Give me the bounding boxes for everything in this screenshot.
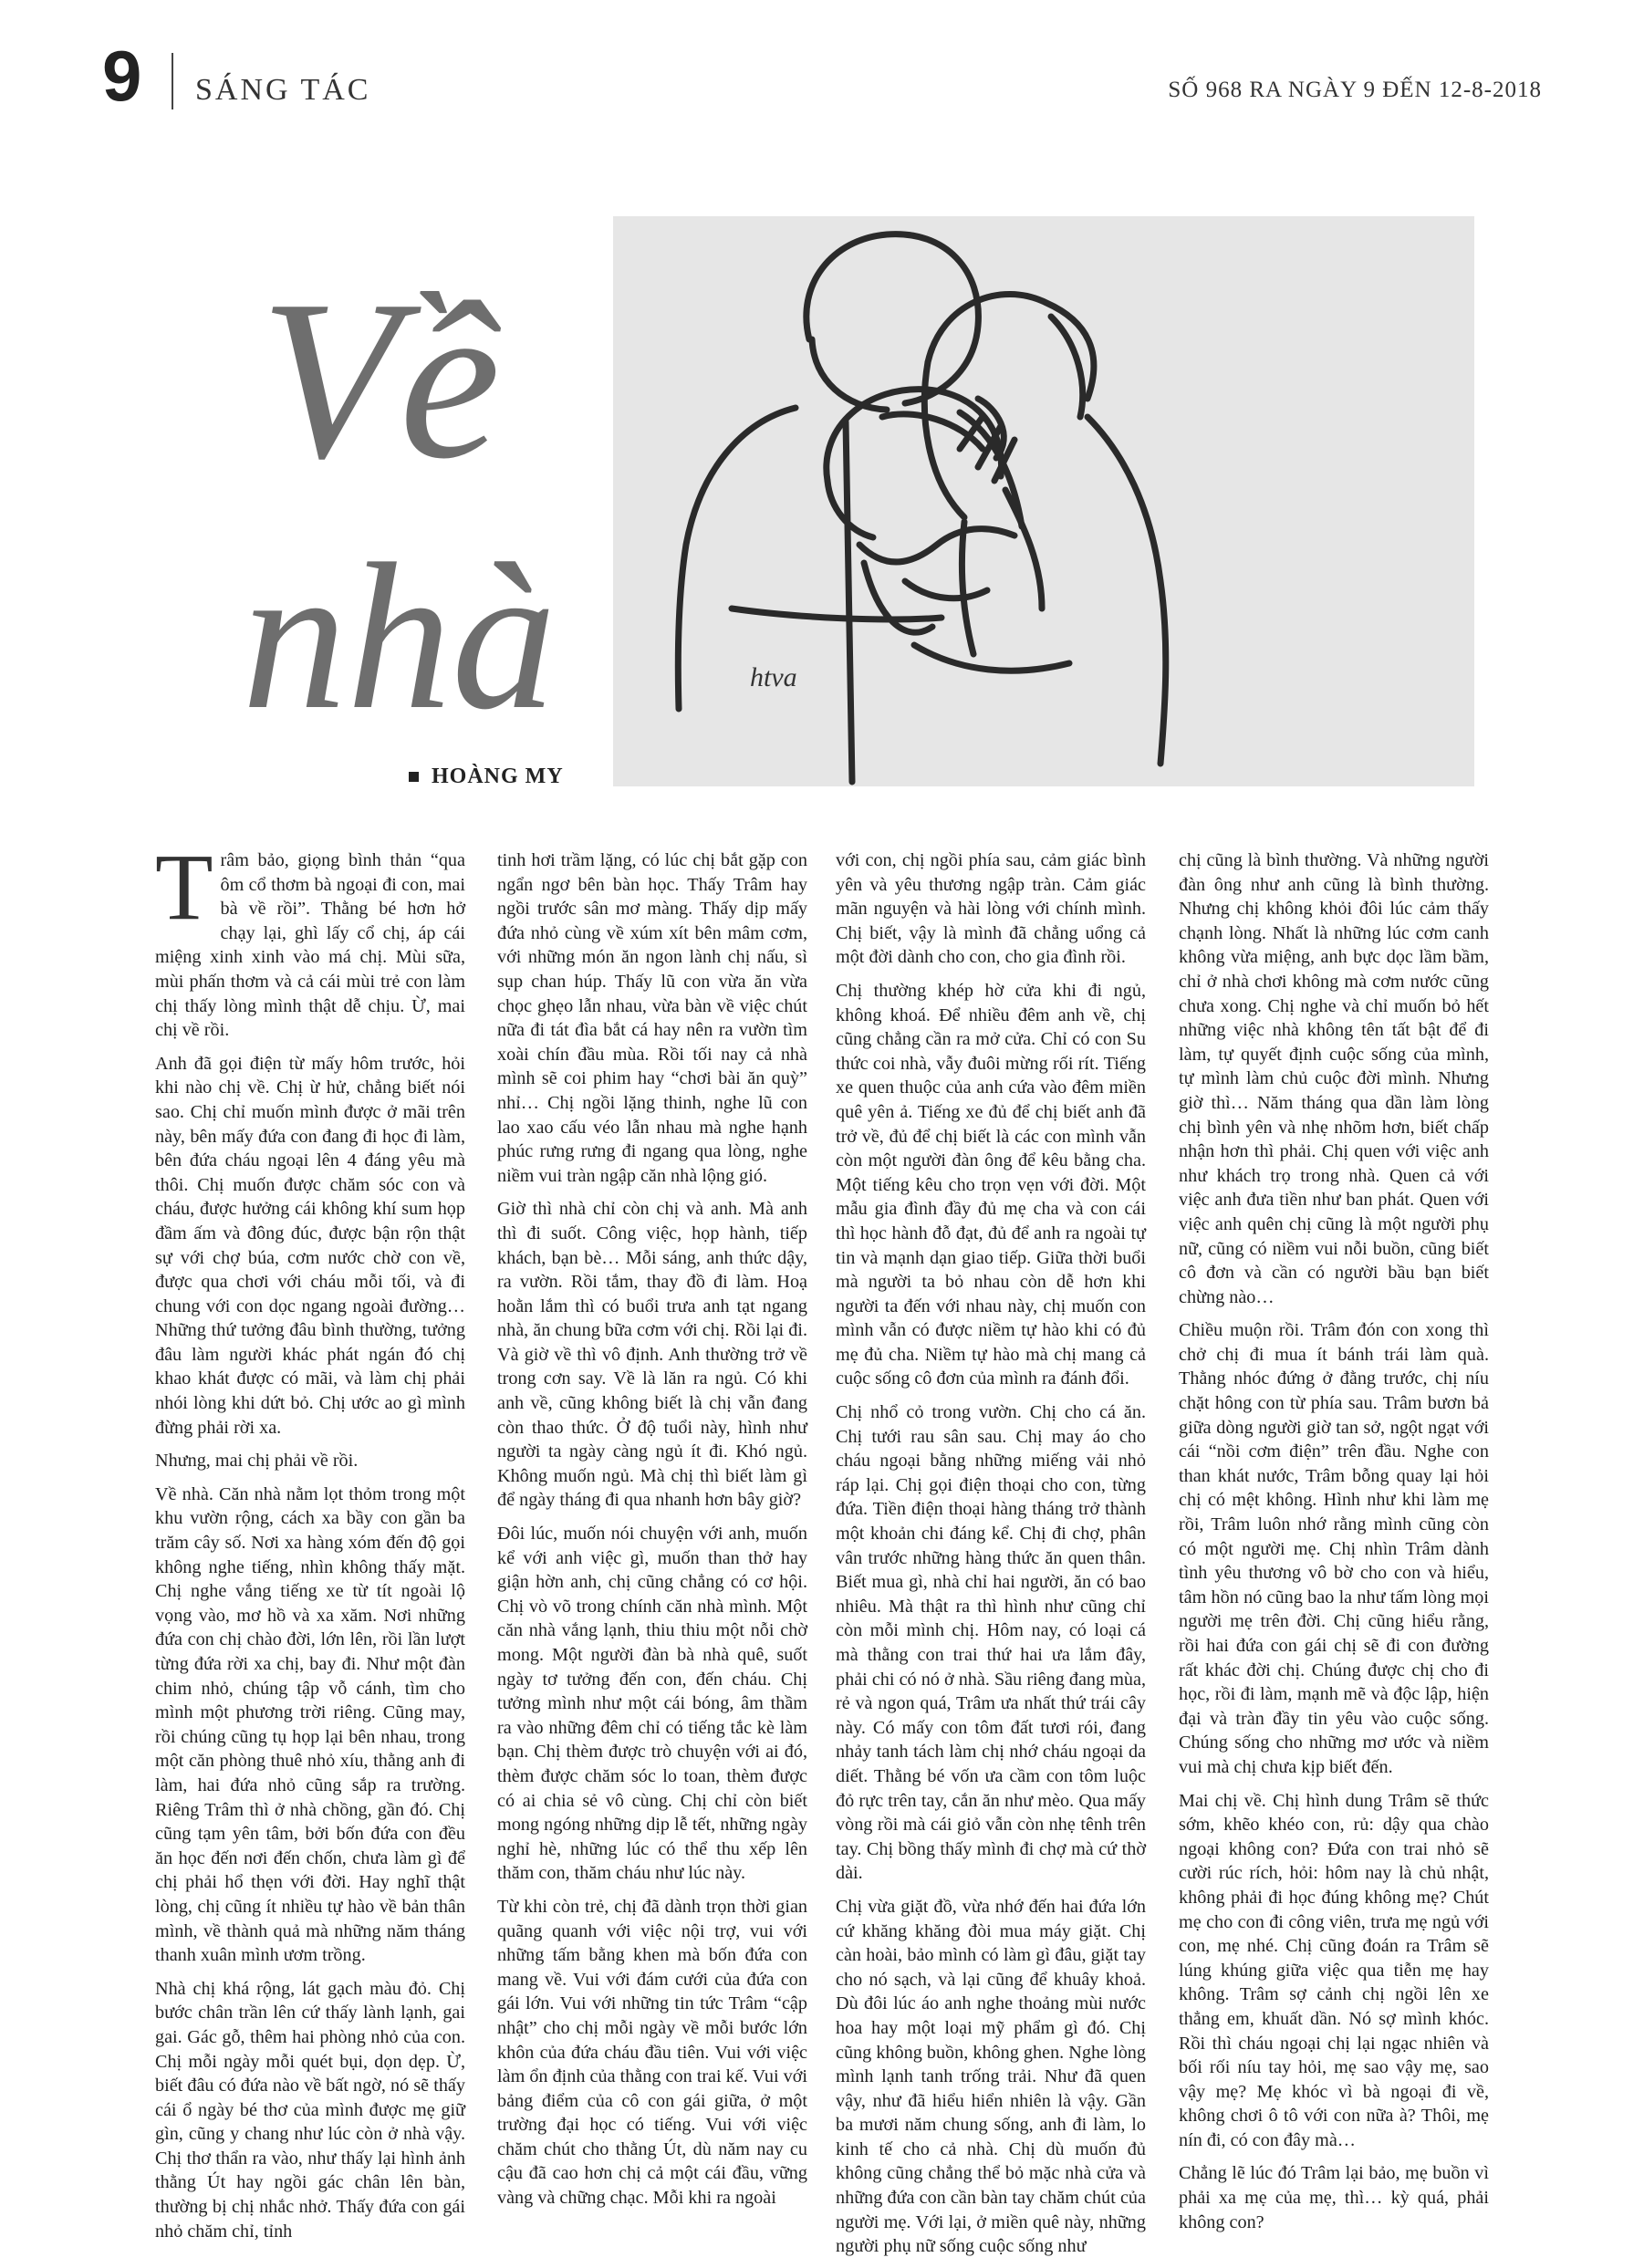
illustration-signature: htva — [750, 662, 797, 692]
family-embrace-illustration-icon — [613, 216, 1474, 786]
paragraph: Nhà chị khá rộng, lát gạch màu đỏ. Chị bước chân trần lên cứ thấy lành lạnh, gai gai. Gác gỗ, thêm hai phòng nhỏ của con. Chị mỗi ngày mỗi quét bụi, dọn dẹp. Ừ, biết đâu có đứa nào về bất ngờ, nó sẽ thấy cái ổ ngày bé thơ của mình được mẹ giữ gìn, cũng y chang như lúc còn ở nhà vậy. Chị thơ thẩn ra vào, như thấy lại hình ảnh thằng Út hay ngồi gác chân lên bàn, thường bị chị nhắc nhở. Thấy đứa con gái nhỏ chăm chỉ, tỉnh — [155, 1978, 465, 2242]
article-column-2 — [497, 848, 807, 2220]
paragraph: Từ khi còn trẻ, chị đã dành trọn thời gian quãng quanh với việc nội trợ, vui với những tấm bằng khen mà bốn đứa con mang về. Vui với đám cưới của đứa con gái lớn. Vui với những tin tức Trâm “cập nhật” cho chị mỗi ngày về mỗi bước lớn khôn của đứa cháu đầu tiên. Vui với việc làm ổn định của thằng con trai kế. Vui với bảng điểm của cô con gái giữa, ở một trường đại học có tiếng. Vui với việc chăm chút cho thằng Út, dù năm nay cu cậu đã cao hơn chị cả một cái đầu, vững vàng và chững chạc. Mỗi khi ra ngoài — [497, 1896, 807, 2209]
author-name: HOÀNG MY — [432, 765, 564, 788]
paragraph: Nhưng, mai chị phải về rồi. — [155, 1451, 359, 1472]
paragraph: Chị nhổ cỏ trong vườn. Chị cho cá ăn. Chị tưới rau sân sau. Chị may áo cho cháu ngoại bằng những miếng vải nhỏ ráp lại. Chị gọi điện thoại cho con, từng đứa. Tiền điện thoại hàng tháng trở thành một khoản chi đáng kể. Chị đi chợ, phân vân trước những hàng thức ăn quen thân. Biết mua gì, nhà chỉ hai người, ăn có bao nhiêu. Mà thật ra thì hình như cũng chỉ còn mỗi mình chị. Hôm nay, có loại cá mà thằng con trai thứ hai ưa lắm đây, phải chi có nó ở nhà. Sầu riêng đang mùa, rẻ và ngon quá, Trâm ưa nhất thứ trái cây này. Có mấy con tôm đất tươi rói, đang nhảy tanh tách làm chị nhớ cháu ngoại da diết. Thằng bé vốn ưa cầm con tôm luộc đỏ rực trên tay, cắn ăn như mèo. Qua mấy vòng rồi mà cái giỏ vẫn còn nhẹ tênh trên tay. Chị bồng thấy mình đi chợ mà cứ thờ dài. — [836, 1402, 1146, 1884]
article-column-3 — [836, 848, 1146, 2268]
illustration — [613, 216, 1474, 786]
byline — [409, 765, 564, 789]
header-divider — [172, 53, 173, 109]
article-column-1 — [155, 835, 465, 2252]
issue-info: SỐ 968 RA NGÀY 9 ĐẾN 12-8-2018 — [1168, 78, 1542, 102]
paragraph: Chiều muộn rồi. Trâm đón con xong thì chở chị đi mua ít bánh trái làm quà. Thằng nhóc đứng ở đằng trước, chị níu chặt hông con từ phía sau. Trâm bươn bả giữa dòng người giờ tan sở, ngột ngạt với cái “nồi cơm điện” trên đầu. Nghe con than khát nước, Trâm bỗng quay lại hỏi chị có mệt không. Hình như khi làm mẹ rồi, Trâm luôn nhớ rằng mình cũng còn có một người mẹ. Chị nhìn Trâm dành tình yêu thương vô bờ cho con và hiểu, tâm hồn nó cũng bao la như tấm lòng mọi người mẹ trên đời. Chị cũng hiểu rằng, rồi hai đứa con gái chị sẽ đi con đường rất khác đời chị. Chúng được chị cho đi học, rồi đi làm, mạnh mẽ và độc lập, hiện đại và tràn đầy tin yêu vào cuộc sống. Chúng sống cho những mơ ước và niềm vui mà chị chưa kịp biết đến. — [1179, 1320, 1489, 1777]
paragraph: tinh hơi trầm lặng, có lúc chị bắt gặp con ngẩn ngơ bên bàn học. Thấy Trâm hay ngồi trước sân mơ màng. Thấy dịp mấy đứa nhỏ cùng về xúm xít bên mâm cơm, với những món ăn ngon lành chị nấu, sì sụp chan húp. Thấy lũ con vừa ăn vừa chọc ghẹo lẫn nhau, vừa bàn về việc chút nữa đi tát đìa bắt cá hay nên ra vườn tìm xoài chín đầu mùa. Rồi tối nay cả nhà mình sẽ coi phim hay “chơi bài ăn quỳ” nhỉ… Chị ngồi lặng thinh, nghe lũ con lao xao cấu véo lẫn nhau mà nghe hạnh phúc rưng rưng đi ngang qua lòng, nghe niềm vui tràn ngập căn nhà lộng gió. — [497, 850, 807, 1186]
paragraph: Về nhà. Căn nhà nằm lọt thỏm trong một khu vườn rộng, cách xa bầy con gần ba trăm cây số. Nơi xa hàng xóm đến độ gọi không nghe tiếng, nhìn không thấy mặt. Chị nghe vắng tiếng xe từ tít ngoài lộ vọng vào, mơ hồ và xa xăm. Nơi những đứa con chị chào đời, lớn lên, rồi lần lượt từng đứa rời xa chị, bay đi. Như một đàn chim nhỏ, chúng tập vỗ cánh, tìm cho mình một phương trời riêng. Cũng may, rồi chúng cũng tụ họp lại bên nhau, trong một căn phòng thuê nhỏ xíu, thằng anh đi làm, hai đứa nhỏ cũng sắp ra trường. Riêng Trâm thì ở nhà chồng, gần đó. Chị cũng tạm yên tâm, bởi bốn đứa con đều ăn học đến nơi đến chốn, chưa làm gì để chị phải hổ thẹn với đời. Hay nghĩ thật lòng, chị cũng ít nhiều tự hào về bản thân mình, về thành quả mà những năm tháng thanh xuân mình ươm trồng. — [155, 1483, 465, 1966]
byline-bullet-icon — [409, 772, 419, 782]
drop-cap: T — [155, 835, 213, 940]
article-title — [242, 210, 607, 757]
article-column-4 — [1179, 848, 1489, 2243]
paragraph: Anh đã gọi điện từ mấy hôm trước, hỏi khi nào chị về. Chị ừ hử, chẳng biết nói sao. Chị chỉ muốn mình được ở mãi trên này, bên mấy đứa con đang đi học đi làm, bên đứa cháu ngoại lên 4 đáng yêu mà thôi. Chị muốn được chăm sóc con và cháu, được hưởng cái không khí sum họp đầm ấm và đông đúc, được bận rộn thật sự với chợ búa, cơm nước chờ con về, được qua chơi với cháu mỗi tối, và đi chung với con dọc ngang ngoài đường… Những thứ tưởng đâu bình thường, tưởng đâu làm người khác phát ngán đó chị khao khát được có mãi, và làm chị phải nhói lòng khi dứt bỏ. Chị ước ao gì mình đừng phải rời xa. — [155, 1053, 465, 1438]
paragraph: Đôi lúc, muốn nói chuyện với anh, muốn kể với anh việc gì, muốn than thở hay giận hờn anh, chị cũng chẳng có cơ hội. Chị vò võ trong chính căn nhà mình. Một căn nhà vắng lạnh, thiu thiu một nỗi chờ mong. Một người đàn bà nhà quê, suốt ngày tơ tưởng đến con, đến cháu. Chị tưởng mình như một cái bóng, âm thầm ra vào những đêm chỉ có tiếng tắc kè làm bạn. Chị thèm được trò chuyện với ai đó, thèm được chăm sóc lo toan, thèm được có ai chia sẻ vô cùng. Chị chỉ còn biết mong ngóng những dịp lễ tết, những ngày nghỉ hè, những lúc có thể thu xếp lên thăm con, thăm cháu như lúc này. — [497, 1524, 807, 1884]
page-number: 9 — [102, 36, 142, 116]
paragraph: Trâm bảo, giọng bình thản “qua ôm cổ thơm bà ngoại đi con, mai bà về rồi”. Thằng bé hơn hở chạy lại, ghì lấy cổ chị, áp cái miệng xinh xinh vào má chị. Mùi sữa, mùi phấn thơm và cả cái mùi trẻ con làm chị thấy lòng mình thật dễ chịu. Ừ, mai chị về rồi. — [155, 835, 465, 1041]
title-line-1: Về — [260, 254, 501, 506]
paragraph: Chị vừa giặt đồ, vừa nhớ đến hai đứa lớn cứ khăng khăng đòi mua máy giặt. Chị càn hoài, bảo mình có làm gì đâu, giặt tay cho nó sạch, và lại cũng để khuây khoả. Dù đôi lúc áo anh nghe thoảng mùi nước hoa hay một loại mỹ phẩm gì đó. Chị cũng không buồn, không ghen. Nghe lòng mình lạnh tanh trống trải. Như đã quen vậy, như đã hiểu hiển nhiên là vậy. Gần ba mươi năm chung sống, anh đi làm, lo kinh tế cho cả nhà. Chị dù muốn đủ không cũng chẳng thể bỏ mặc nhà cửa và những đứa con cần bàn tay chăm chút của người mẹ. Với lại, ở miền quê này, những người phụ nữ sống cuộc sống như — [836, 1896, 1146, 2257]
paragraph: Giờ thì nhà chỉ còn chị và anh. Mà anh thì đi suốt. Công việc, họp hành, tiếp khách, bạn bè… Mỗi sáng, anh thức dậy, ra vườn. Rồi tắm, thay đồ đi làm. Hoạ hoằn lắm thì có buổi trưa anh tạt ngang nhà, ăn chung bữa cơm với chị. Rồi lại đi. Và giờ về thì vô định. Anh thường trở về trong cơn say. Về là lăn ra ngủ. Có khi anh về, cũng không biết là chị vẫn đang còn thao thức. Ở độ tuổi này, hình như người ta ngày càng ngủ ít đi. Khó ngủ. Không muốn ngủ. Mà chị thì biết làm gì để ngày tháng đi qua nhanh hơn bây giờ? — [497, 1199, 807, 1511]
paragraph: chị cũng là bình thường. Và những người đàn ông như anh cũng là bình thường. Nhưng chị không khỏi đôi lúc cảm thấy chạnh lòng. Nhất là những lúc cơm canh không vừa miệng, anh bực dọc lầm bầm, chỉ ở nhà chơi không mà cơm nước cũng chưa xong. Chị nghe và chỉ muốn bỏ hết những việc nhà không tên tất bật để đi làm, tự quyết định cuộc sống của mình, tự mình làm chủ cuộc đời mình. Nhưng giờ thì… Năm tháng qua dần làm lòng chị bình yên và nhẹ nhõm hơn, biết chấp nhận hơn thì phải. Chị quen với việc anh như khách trọ trong nhà. Quen cả với việc anh đưa tiền như ban phát. Quen với việc anh quên chị cũng là một người phụ nữ, cũng có niềm vui nỗi buồn, cũng biết cô đơn và cần có người bầu bạn biết chừng nào… — [1179, 850, 1489, 1307]
section-title: SÁNG TÁC — [195, 73, 371, 107]
paragraph: Mai chị về. Chị hình dung Trâm sẽ thức sớm, khẽo khéo con, rủ: dậy qua chào ngoại không con? Đứa con trai nhỏ sẽ cười rúc rích, hỏi: hôm nay là chủ nhật, không phải đi học đúng không mẹ? Chút mẹ cho con đi công viên, trưa mẹ ngủ với con, mẹ nhé. Chị cũng đoán ra Trâm sẽ lúng khúng giữa việc qua tiễn mẹ hay không. Trâm sợ cảnh chị ngồi lên xe thẳng em, khuất dần. Nó sợ mình khóc. Rồi thì cháu ngoại chị lại ngạc nhiên và bối rối níu tay hỏi, mẹ sao vậy mẹ, sao vậy mẹ? Mẹ khóc vì bà ngoại đi về, không chơi ô tô với con nữa à? Thôi, mẹ nín đi, có con đây mà… — [1179, 1790, 1489, 2150]
paragraph: Chẳng lẽ lúc đó Trâm lại bảo, mẹ buồn vì phải xa mẹ của mẹ, thì… kỳ quá, phải không con? — [1179, 2163, 1489, 2232]
paragraph: với con, chị ngồi phía sau, cảm giác bình yên và yêu thương ngập tràn. Cảm giác mãn nguyện và hài lòng với chính mình. Chị biết, vậy là mình đã chẳng uổng cả một đời dành cho con, cho gia đình rồi. — [836, 850, 1146, 968]
paragraph: Chị thường khép hờ cửa khi đi ngủ, không khoá. Để nhiều đêm anh về, chị cũng chẳng cần ra mở cửa. Chỉ có con Su thức coi nhà, vẫy đuôi mừng rối rít. Tiếng xe quen thuộc của anh cứa vào đêm miền quê yên ả. Tiếng xe đủ để chị biết anh đã trở về, đủ để chị biết là các con mình vẫn còn một người đàn ông để kêu bằng cha. Một tiếng kêu cho trọn vẹn với đời. Một mẫu gia đình đầy đủ mẹ cha và con cái thì học hành đỗ đạt, đủ để anh ra ngoài tự tin và mạnh dạn giao tiếp. Giữa thời buổi mà người ta bỏ nhau còn dễ hơn khi người ta đến với nhau này, chị muốn con mình vẫn có được niềm tự hào khi có đủ mẹ đủ cha. Niềm tự hào mà chị mang cả cuộc sống cô đơn của mình ra đánh đổi. — [836, 980, 1146, 1389]
title-line-2: nhà — [242, 520, 557, 753]
